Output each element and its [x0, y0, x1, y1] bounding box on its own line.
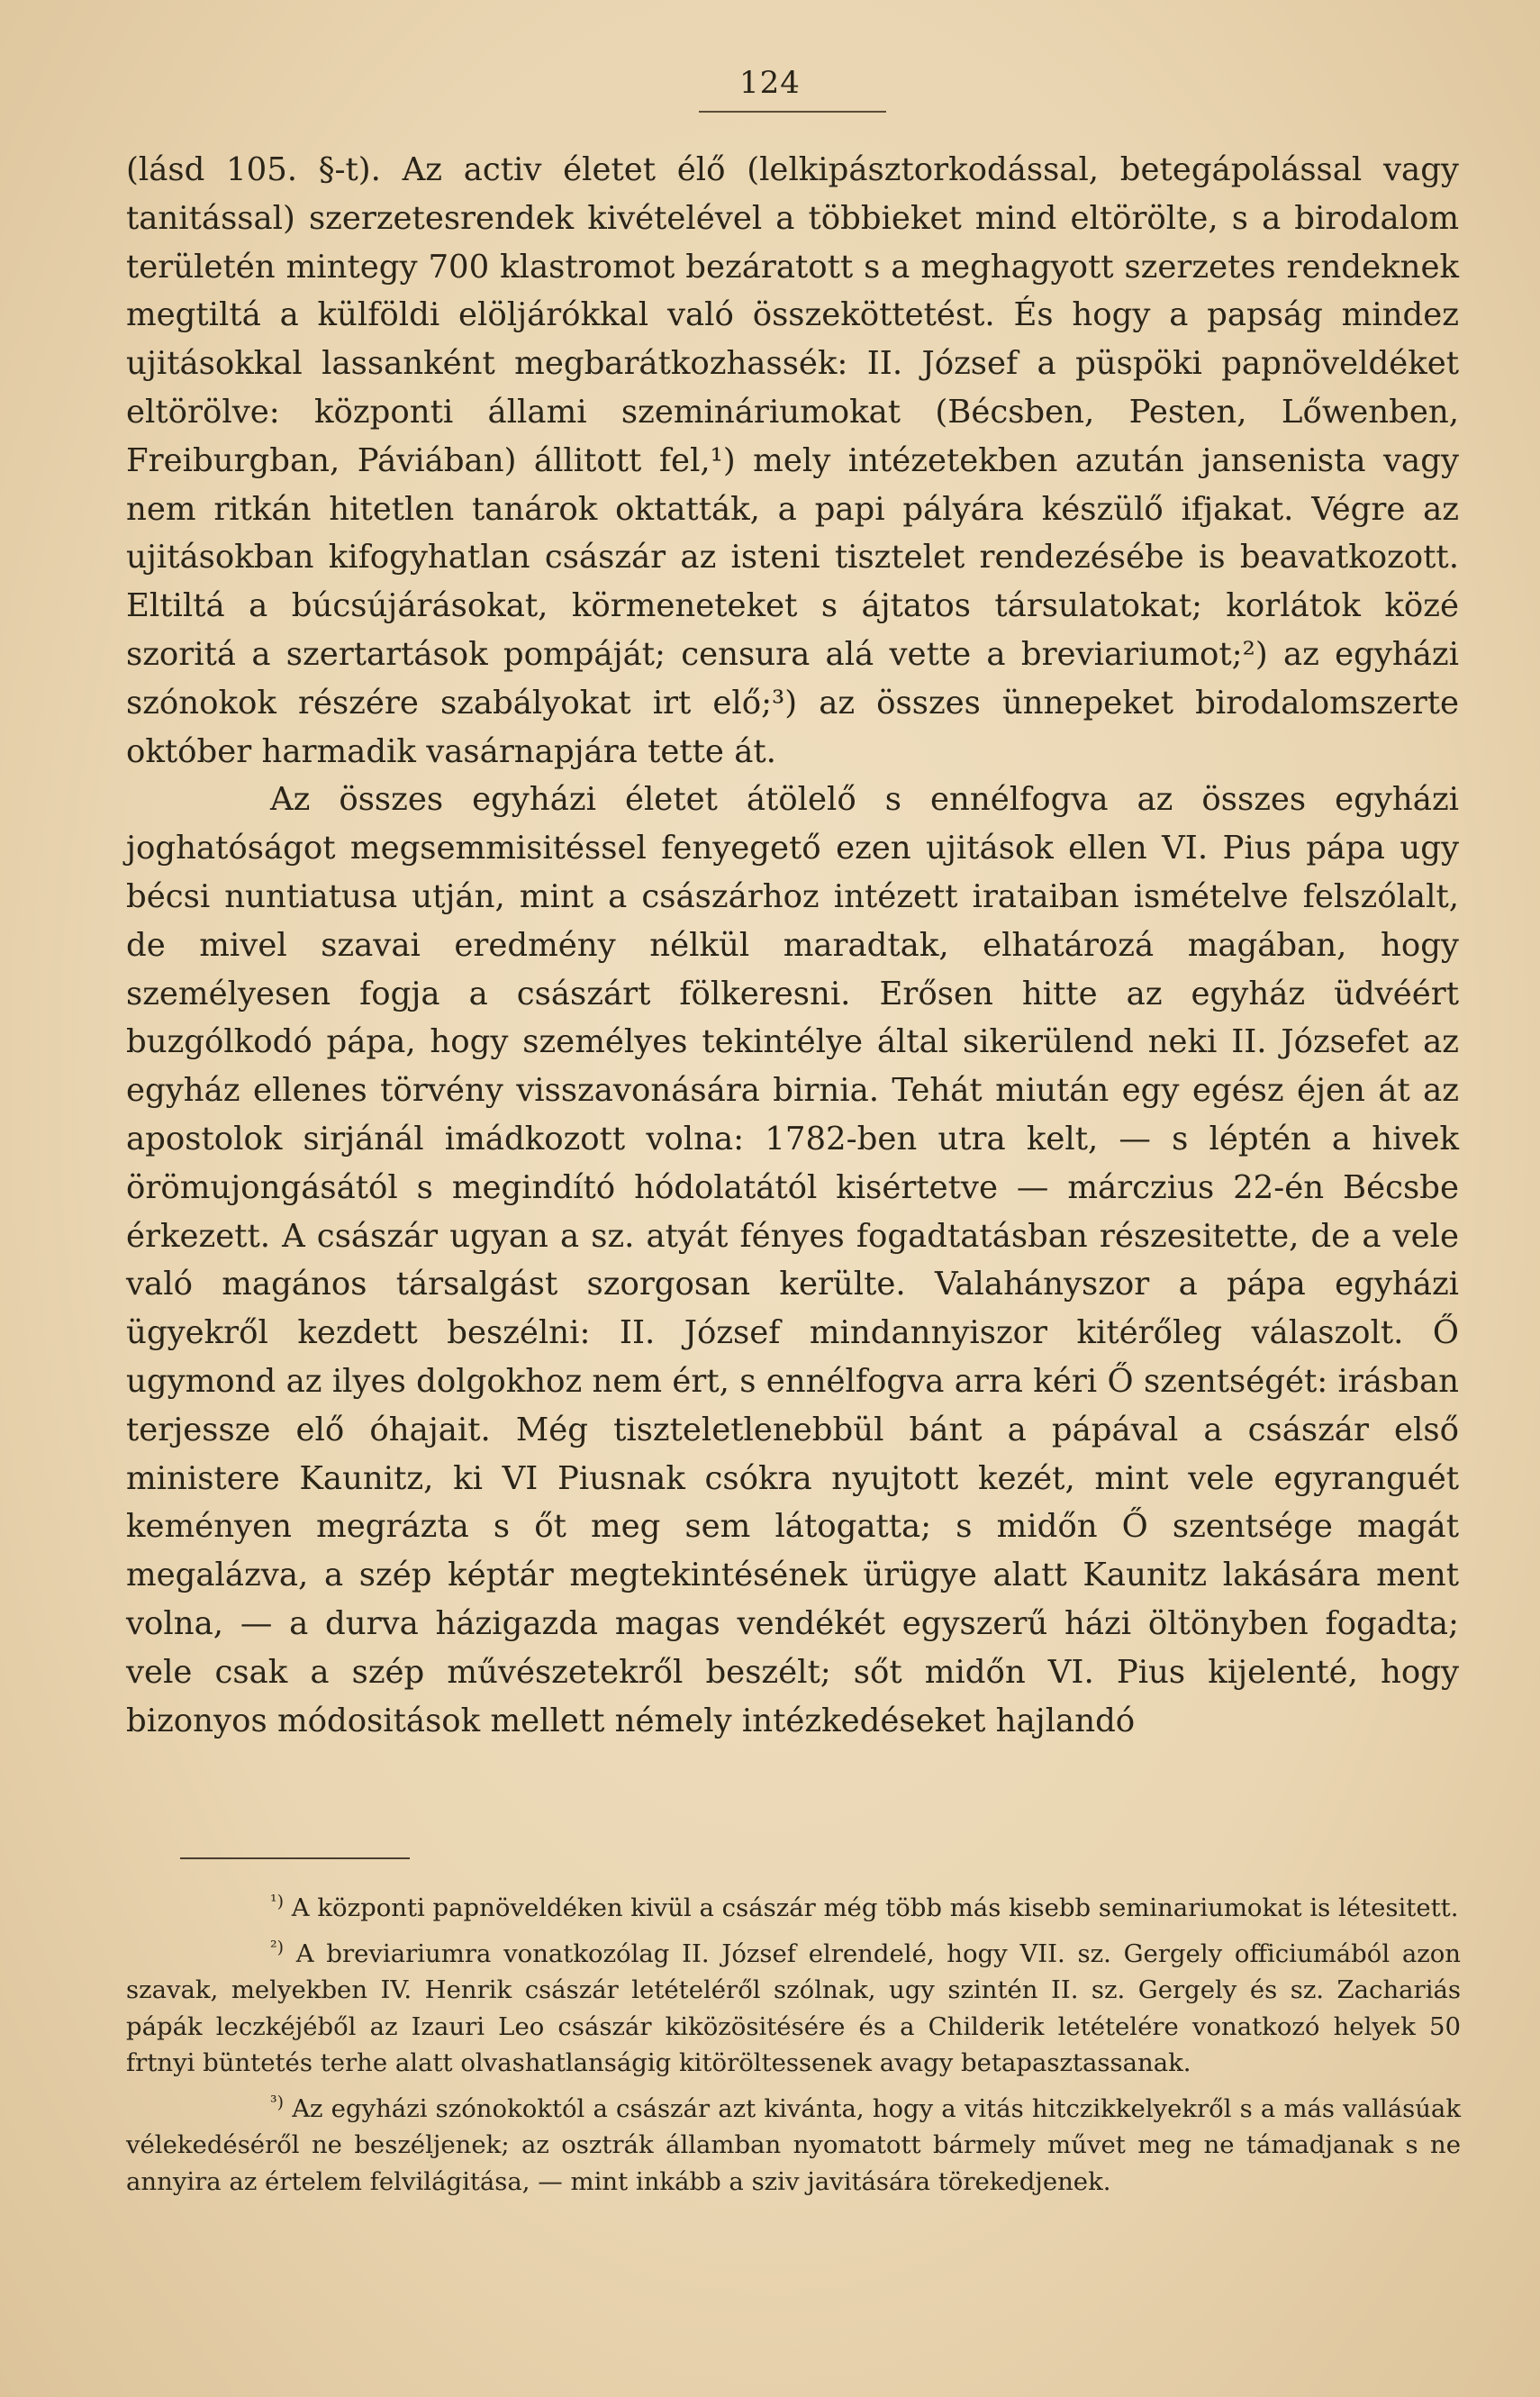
paragraph-1: (lásd 105. §-t). Az activ életet élő (lelkipásztorkodással, betegápolással vagy tanitással) szerzetesrendek kivételével a többieket mind eltörölte, s a birodalom területén mintegy 700 klastromot bezáratott s a meghagyott szerzetes rendeknek megtiltá a külföldi elöljárókkal való összeköttetést. És hogy a papság mindez ujitásokkal lassanként megbarátkozhassék: II. József a püspöki papnöveldéket eltörölve: központi állami szemináriumokat (Bécsben, Pesten, Lőwenben, Freiburgban, Páviában) állitott fel,¹) mely intézetekben azután jansenista vagy nem ritkán hitetlen tanárok oktatták, a papi pályára készülő ifjakat. Végre az ujitásokban kifogyhatlan császár az isteni tisztelet rendezésébe is beavatkozott. Eltiltá a búcsújárásokat, körmeneteket s ájtatos társulatokat; korlátok közé szoritá a szertartások pompáját; censura alá vette a breviariumot;²) az egyházi szónokok részére szabályokat irt elő;³) az összes ünnepeket birodalomszerte október harmadik vasárnapjára tette át.: [126, 151, 1459, 770]
main-text: [126, 146, 1459, 1745]
header-rule: [699, 111, 886, 113]
footnote-rule: [180, 1857, 410, 1859]
footnote-text-1: A központi papnöveldéken kivül a császár még több más kisebb seminariumokat is létesitett.: [291, 1893, 1459, 1922]
footnote-mark-2: ²): [270, 1937, 285, 1957]
footnote-text-2: A breviariumra vonatkozólag II. József elrendelé, hogy VII. sz. Gergely officiumából azon szavak, melyekben IV. Henrik császár letételéről szólnak, ugy szintén II. sz. Gergely és sz. Zachariás pápák leczkéjéből az Izauri Leo császár kiközösitésére és a Childerik letételére vonatkozó helyek 50 frtnyi büntetés terhe alatt olvashatlanságig kitöröltessenek avagy betapasztassanak.: [126, 1938, 1461, 2077]
footnote-1: [126, 1890, 1461, 1927]
page-number: 124: [739, 65, 801, 101]
footnote-mark-1: ¹): [270, 1891, 285, 1911]
footnote-2: [126, 1936, 1461, 2082]
footnote-text-3: Az egyházi szónokoktól a császár azt kivánta, hogy a vitás hitczikkelyekről s a más vallásúak vélekedéséről ne beszéljenek; az osztrák államban nyomatott bármely művet meg ne támadjanak s ne annyira az értelem felvilágitása, — mint inkább a sziv javitására törekedjenek.: [126, 2093, 1461, 2196]
footnote-mark-3: ³): [270, 2092, 285, 2112]
paragraph-2: Az összes egyházi életet átölelő s ennélfogva az összes egyházi joghatóságot megsemmisitéssel fenyegető ezen ujitások ellen VI. Pius pápa ugy bécsi nuntiatusa utján, mint a császárhoz intézett irataiban ismételve felszólalt, de mivel szavai eredmény nélkül maradtak, elhatározá magában, hogy személyesen fogja a császárt fölkeresni. Erősen hitte az egyház üdvéért buzgólkodó pápa, hogy személyes tekintélye által sikerülend neki II. Józsefet az egyház ellenes törvény visszavonására birnia. Tehát miután egy egész éjen át az apostolok sirjánál imádkozott volna: 1782-ben utra kelt, — s léptén a hivek örömujongásától s megindító hódolatától kisértetve — márczius 22-én Bécsbe érkezett. A császár ugyan a sz. atyát fényes fogadtatásban részesitette, de a vele való magános társalgást szorgosan kerülte. Valahányszor a pápa egyházi ügyekről kezdett beszélni: II. József mindannyiszor kitérőleg válaszolt. Ő ugymond az ilyes dolgokhoz nem ért, s ennélfogva arra kéri Ő szentségét: irásban terjessze elő óhajait. Még tiszteletlenebbül bánt a pápával a császár első ministere Kaunitz, ki VI Piusnak csókra nyujtott kezét, mint vele egyranguét keményen megrázta s őt meg sem látogatta; s midőn Ő szentsége magát megalázva, a szép képtár megtekintésének ürügye alatt Kaunitz lakására ment volna, — a durva házigazda magas vendékét egyszerű házi öltönyben fogadta; vele csak a szép művészetekről beszélt; sőt midőn VI. Pius kijelenté, hogy bizonyos módositások mellett némely intézkedéseket hajlandó: [126, 781, 1459, 1739]
footnotes: [126, 1890, 1461, 2209]
footnote-3: [126, 2091, 1461, 2201]
